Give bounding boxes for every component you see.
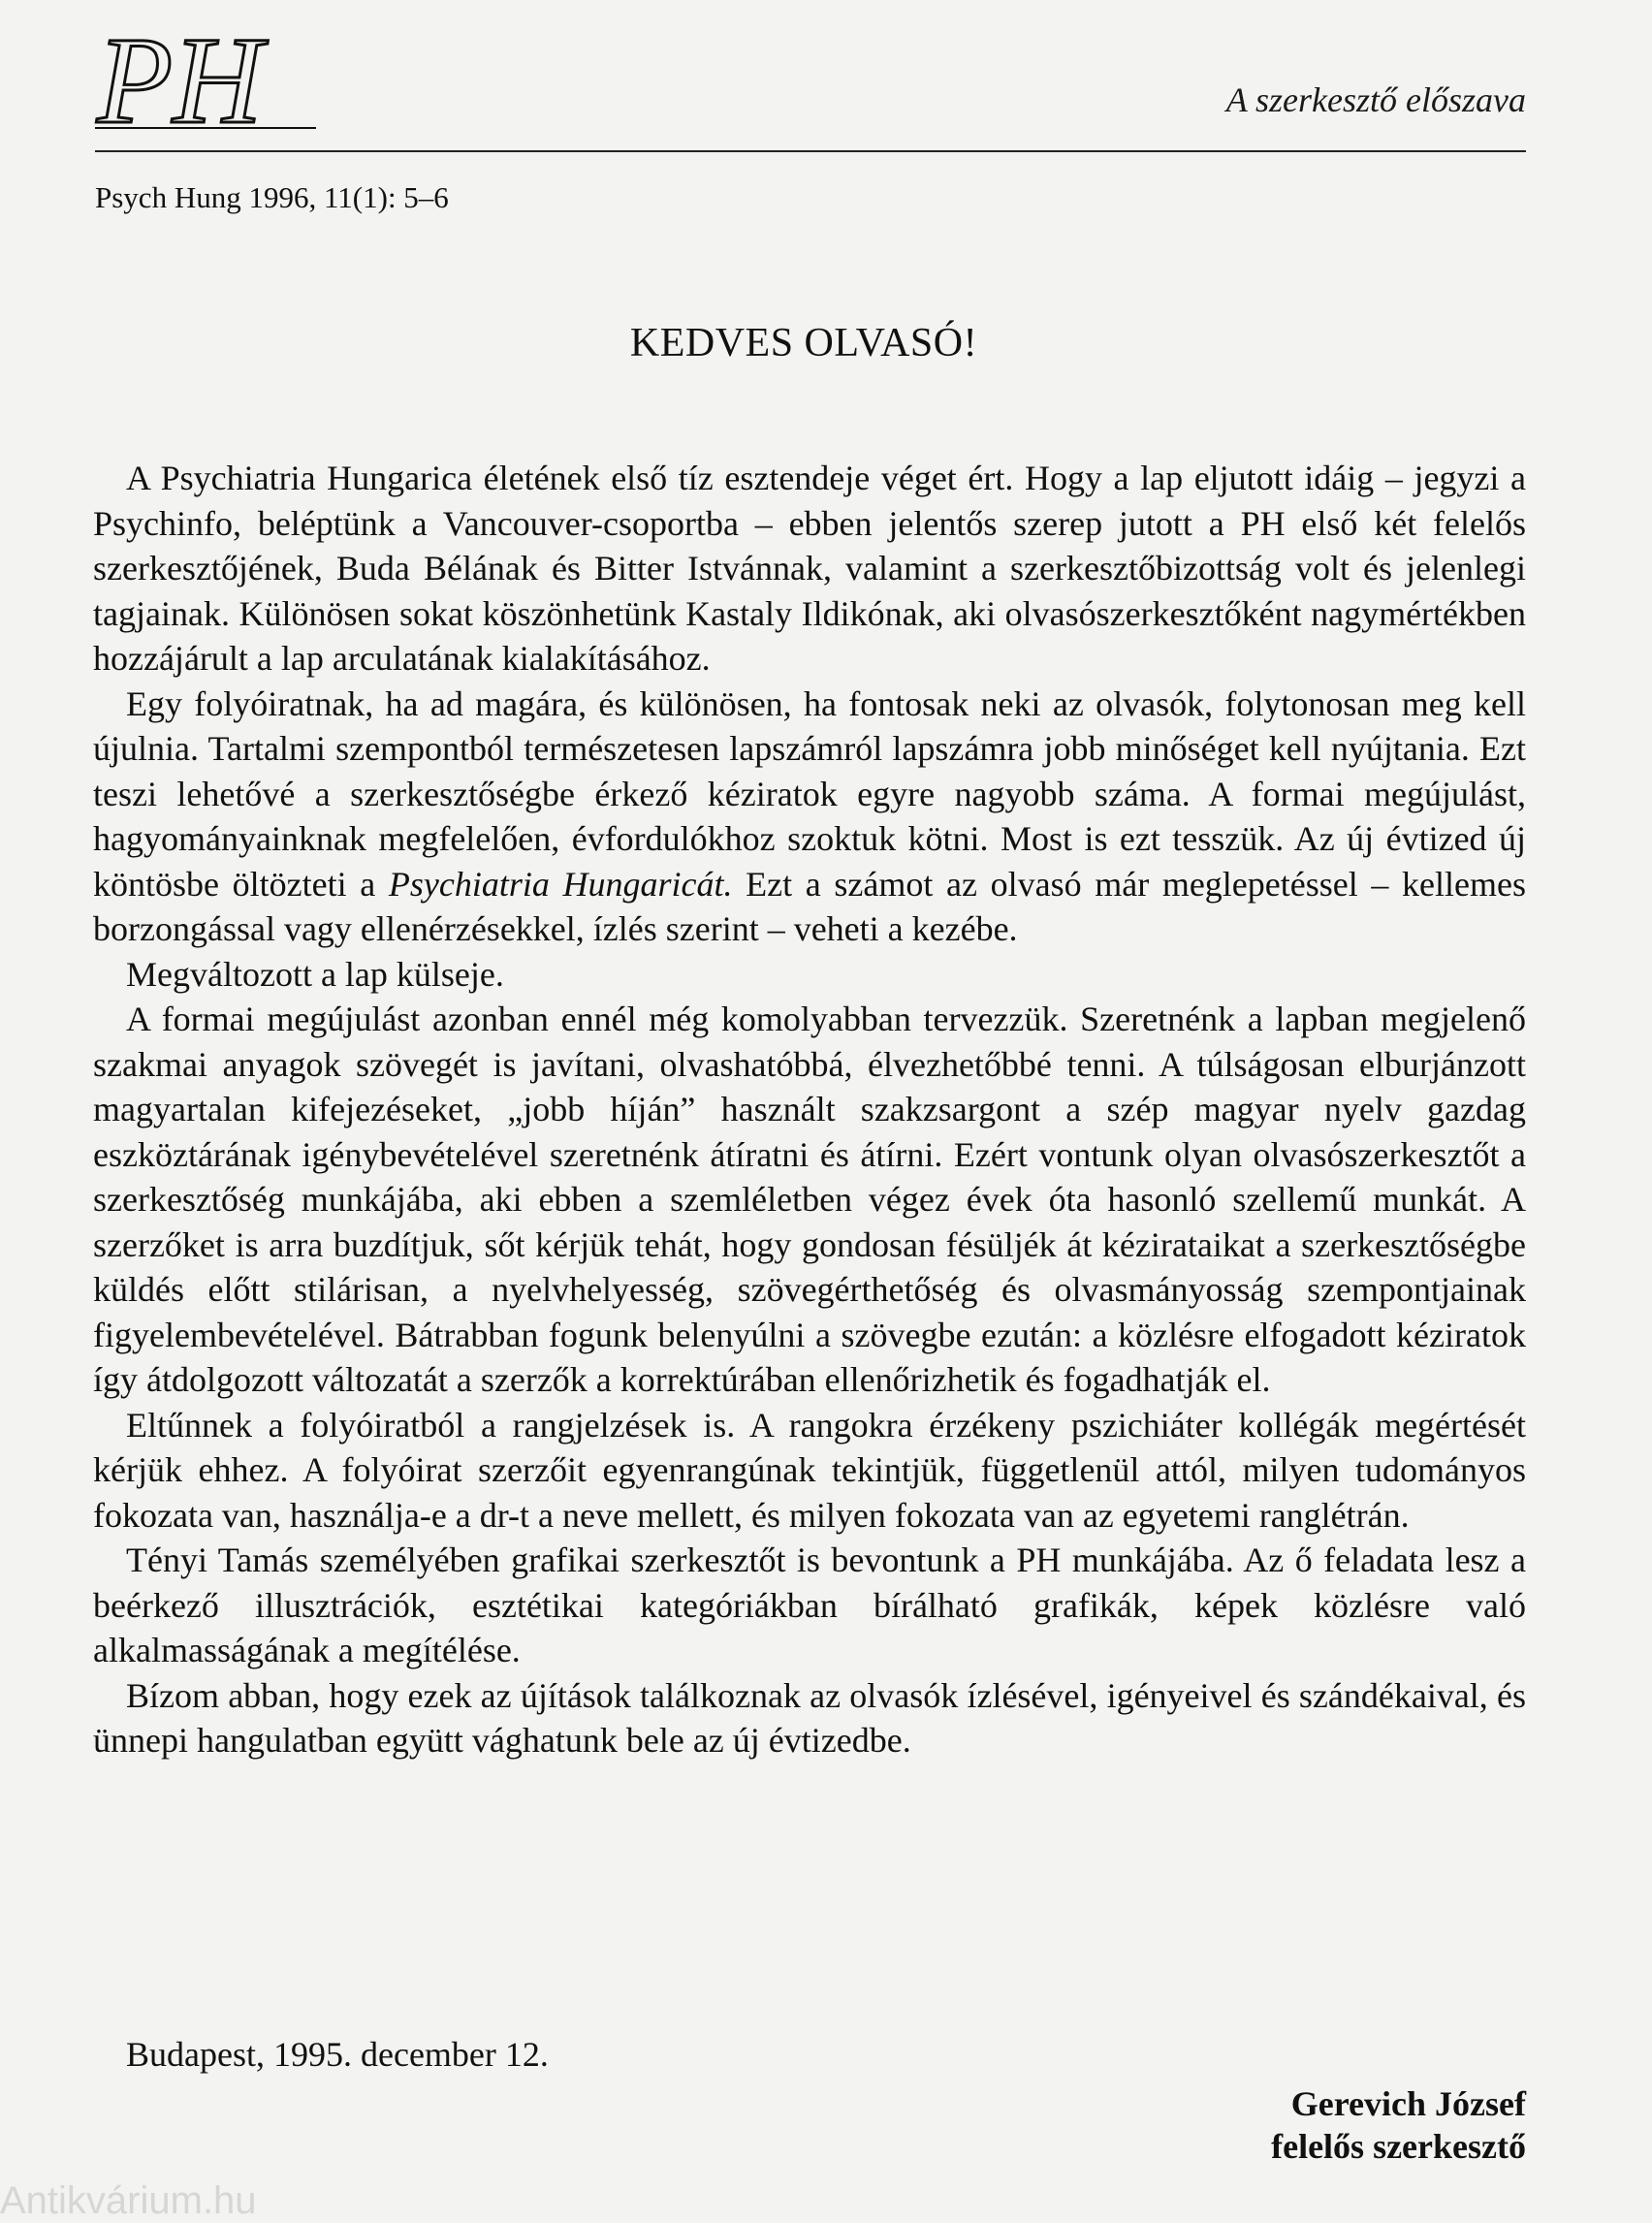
dateline: Budapest, 1995. december 12. xyxy=(126,2035,549,2074)
article-body xyxy=(93,456,1526,1763)
paragraph-5: Eltűnnek a folyóiratból a rangjelzések is. A rangokra érzékeny pszichiáter kollégák megértését kérjük ehhez. A folyóirat szerzőit egyenrangúnak tekintjük, függetlenül attól, milyen tudományos fokozata van, használja-e a dr-t a neve mellett, és milyen fokozata van az egyetemi ranglétrán. xyxy=(93,1405,1526,1535)
paragraph-2-end: Ezt a számot az olvasó már meglepetéssel – kellemes borzongással vagy ellenérzésekkel, ízlés szerint – veheti a kezébe. xyxy=(93,864,1526,948)
signature-block xyxy=(1271,2082,1526,2168)
paragraph-1: A Psychiatria Hungarica életének első tíz esztendeje véget ért. Hogy a lap eljutott idáig – jegyzi a Psychinfo, beléptünk a Vancouver-csoportba – ebben jelentős szerep jutott a PH első két felelős szerkesztőjének, Buda Bélának és Bitter Istvánnak, valamint a szerkesztőbizottság volt és jelenlegi tagjainak. Különösen sokat köszönhetünk Kastaly Ildikónak, aki olvasószerkesztőként nagymértékben hozzájárult a lap arculatának kialakításához. xyxy=(93,459,1526,678)
citation: Psych Hung 1996, 11(1): 5–6 xyxy=(95,180,449,214)
journal-logo xyxy=(93,21,321,138)
watermark: Antikvárium.hu xyxy=(0,2179,257,2222)
paragraph-2 xyxy=(93,682,1526,952)
paragraph-2-start: Egy folyóiratnak, ha ad magára, és különösen, ha fontosak neki az olvasók, folytonosan meg kell újulnia. Tartalmi szempontból természetesen lapszámról lapszámra jobb minőséget kell nyújtania. Ezt teszi lehetővé a szerkesztőségbe érkező kéziratok egyre nagyobb száma. A formai megújulást, hagyományainknak megfelelően, évfordulókhoz szoktuk kötni. Most is ezt tesszük. Az új évtized új köntösbe öltözteti a xyxy=(93,683,1526,904)
paragraph-4: A formai megújulást azonban ennél még komolyabban tervezzük. Szeretnénk a lapban megjelenő szakmai anyagok szövegét is javítani, olvashatóbbá, élvezhetőbbé tenni. A túlságosan elburjánzott magyartalan kifejezéseket, „jobb híján” használt szakzsargont a szép magyar nyelv gazdag eszköztárának igénybevételével szeretnénk átíratni és átírni. Ezért vontunk olyan olvasószerkesztőt a szerkesztőség munkájába, aki ebben a szemléletben végez évek óta hasonló szellemű munkát. A szerzőket is arra buzdítjuk, sőt kérjük tehát, hogy gondosan fésüljék át kézirataikat a szerkesztőségbe küldés előtt stilárisan, a nyelvhelyesség, szövegérthetőség és olvasmányosság szempontjainak figyelembevételével. Bátrabban fogunk belenyúlni a szövegbe ezután: a közlésre elfogadott kéziratok így átdolgozott változatát a szerzők a korrektúrában ellenőrizhetik és fogadhatják el. xyxy=(93,1000,1526,1399)
signature-role: felelős szerkesztő xyxy=(1271,2127,1526,2166)
paragraph-7: Bízom abban, hogy ezek az újítások találkoznak az olvasók ízlésével, igényeivel és szándékaival, és ünnepi hangulatban együtt vághatunk bele az új évtizedbe. xyxy=(93,1675,1526,1760)
page-title: KEDVES OLVASÓ! xyxy=(629,321,978,365)
paragraph-3: Megváltozott a lap külseje. xyxy=(126,954,504,994)
journal-name-italic: Psychiatria Hungaricát. xyxy=(388,864,733,904)
header-divider xyxy=(95,150,1526,152)
logo-text: PH xyxy=(97,21,263,138)
section-label: A szerkesztő előszava xyxy=(1225,80,1526,119)
signature-name: Gerevich József xyxy=(1290,2084,1526,2123)
paragraph-6: Tényi Tamás személyében grafikai szerkesztőt is bevontunk a PH munkájába. Az ő feladata lesz a beérkező illusztrációk, esztétikai kategóriákban bírálható grafikák, képek közlésre való alkalmasságának a megítélése. xyxy=(93,1540,1526,1669)
ph-logo-icon xyxy=(93,21,321,138)
